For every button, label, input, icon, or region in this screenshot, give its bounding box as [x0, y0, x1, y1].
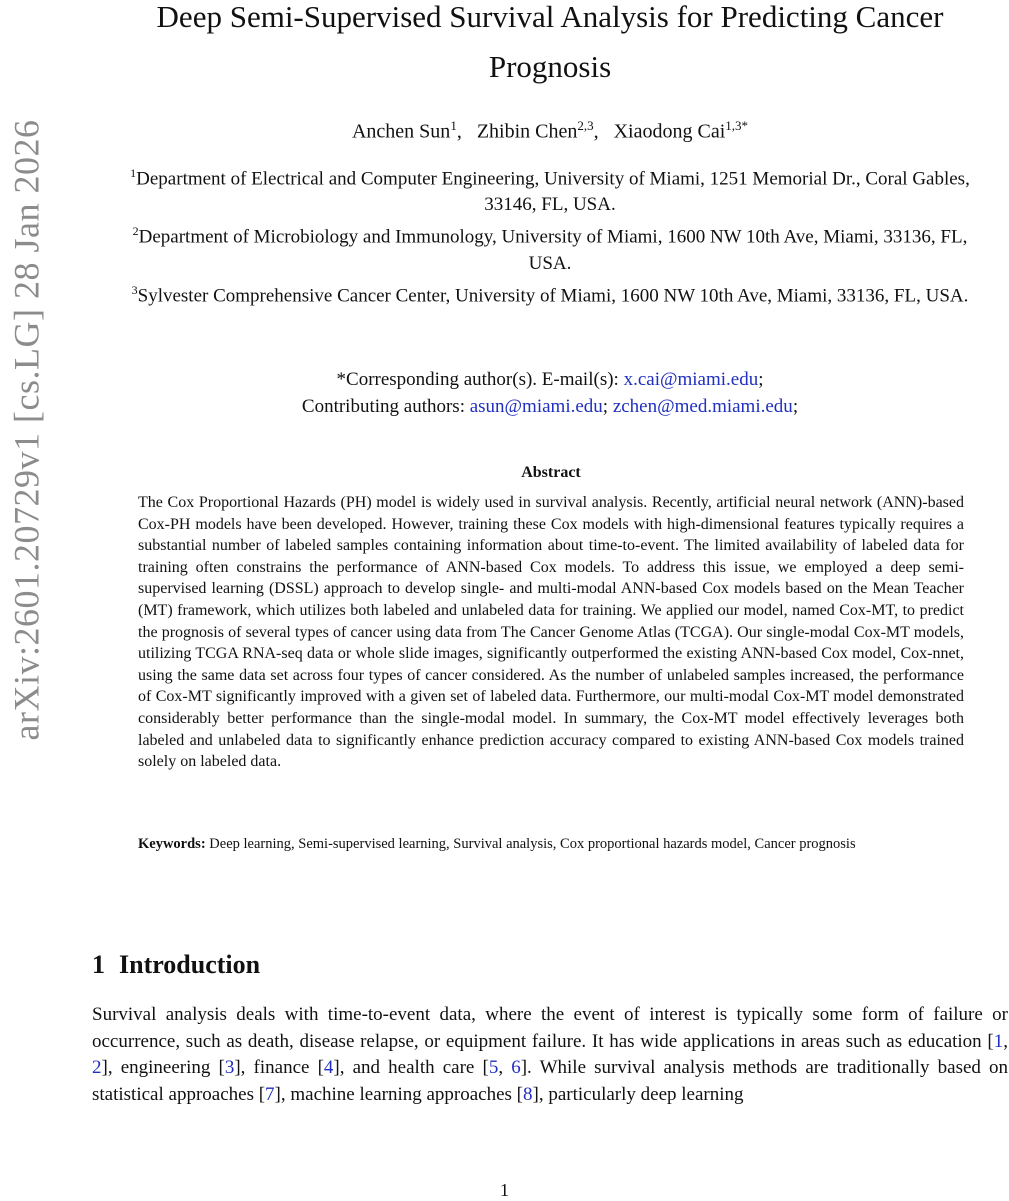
citation-link[interactable]: 7: [265, 1083, 275, 1105]
paper-title: Deep Semi-Supervised Survival Analysis for Predicting Cancer Prognosis: [156, 0, 944, 84]
keywords: [138, 834, 964, 854]
citation-link[interactable]: 3: [224, 1057, 235, 1078]
author-affil-mark: 1: [450, 118, 457, 133]
intro-text: ], machine learning approaches [: [274, 1083, 524, 1105]
intro-text: ], particularly deep learning: [532, 1083, 744, 1105]
section-title: Introduction: [119, 950, 261, 979]
intro-text: Survival analysis deals with time-to-event data, where the event of interest is typically some form of failure or occurrence, such as death, disease relapse, or equipment failure. It has wide applications in areas such as education [: [92, 1004, 1008, 1052]
separator: ;: [792, 396, 799, 417]
section-heading: [92, 950, 260, 980]
contributing-email-link[interactable]: zchen@med.miami.edu: [612, 396, 793, 417]
citation-link[interactable]: 2: [92, 1057, 102, 1078]
citation-link[interactable]: 6: [511, 1057, 521, 1078]
affiliation-mark: 2: [132, 224, 139, 239]
author-name: Xiaodong Cai: [613, 120, 726, 143]
section-number: 1: [92, 950, 105, 979]
contributing-email-link[interactable]: asun@miami.edu: [469, 396, 603, 417]
intro-text: ,: [498, 1057, 512, 1078]
corresponding-email-link[interactable]: x.cai@miami.edu: [623, 369, 759, 390]
contact-block: [120, 366, 980, 420]
intro-text: ,: [1003, 1030, 1008, 1052]
affiliation-mark: 3: [131, 282, 138, 297]
intro-text: ], engineering [: [101, 1057, 225, 1078]
separator: ;: [758, 369, 764, 390]
contributing-line: [120, 393, 980, 420]
author-affil-mark: 2,3: [577, 118, 594, 133]
citation-link[interactable]: 5: [488, 1057, 499, 1078]
abstract-heading: Abstract: [521, 464, 581, 481]
affiliation-text: Department of Microbiology and Immunology, University of Miami, 1600 NW 10th Ave, Miami, 33136, FL, USA.: [138, 226, 968, 274]
author-name: Anchen Sun: [351, 120, 451, 143]
affiliation: [118, 160, 982, 218]
corresponding-line: [120, 366, 980, 393]
keywords-label: Keywords:: [138, 836, 206, 852]
intro-text: ], and health care [: [333, 1057, 489, 1078]
affiliation-list: [118, 160, 982, 309]
corresponding-label: *Corresponding author(s). E-mail(s):: [336, 369, 619, 390]
affiliation: [118, 218, 982, 276]
affiliation-mark: 1: [130, 166, 137, 180]
arxiv-id: arXiv:2601.20729v1 [cs.LG] 28 Jan 2026: [6, 119, 47, 741]
affiliation-text: Sylvester Comprehensive Cancer Center, University of Miami, 1600 NW 10th Ave, Miami, 33136, FL, USA.: [137, 284, 969, 306]
author-name: Zhibin Chen: [476, 120, 578, 143]
abstract-body: The Cox Proportional Hazards (PH) model is widely used in survival analysis. Recently, artificial neural network (ANN)-based Cox-PH models have been developed. However, training these Cox models with high-dimensional features typically requires a substantial number of labeled samples containing information about time-to-event. The limited availability of labeled data for training often constrains the performance of ANN-based Cox models. To address this issue, we employed a deep semi-supervised learning (DSSL) approach to develop single- and multi-modal ANN-based Cox models based on the Mean Teacher (MT) framework, which utilizes both labeled and unlabeled data for training. We applied our model, named Cox-MT, to predict the prognosis of several types of cancer using data from The Cancer Genome Atlas (TCGA). Our single-modal Cox-MT models, utilizing TCGA RNA-seq data or whole slide images, significantly outperformed the existing ANN-based Cox model, Cox-nnet, using the same data set across four types of cancer considered. As the number of unlabeled samples increased, the performance of Cox-MT significantly improved with a given set of labeled data. Furthermore, our multi-modal Cox-MT model demonstrated considerably better performance than the single-modal model. In summary, the Cox-MT model effectively leverages both labeled and unlabeled data to significantly enhance prediction accuracy compared to existing ANN-based Cox models trained solely on labeled data.: [138, 494, 964, 771]
affiliation: [118, 277, 982, 309]
intro-paragraph: [92, 1002, 1008, 1108]
page-number: 1: [500, 1180, 509, 1200]
citation-link[interactable]: 8: [523, 1083, 533, 1105]
contributing-label: Contributing authors:: [301, 396, 465, 417]
arxiv-stamp: [0, 0, 52, 860]
citation-link[interactable]: 4: [323, 1057, 334, 1078]
keywords-text: Deep learning, Semi-supervised learning, Survival analysis, Cox proportional hazards model, Cancer prognosis: [209, 836, 856, 852]
intro-text: ]. While survival analysis methods are traditionally based on statistical approaches [: [92, 1057, 1009, 1105]
citation-link[interactable]: 1: [993, 1030, 1004, 1052]
author-list: Anchen Sun$^1$, Zhibin Chen$^{2,3}$, Xiaodong Cai$^{1,3*}$: [351, 118, 749, 143]
author-affil-mark: 1,3*: [725, 118, 749, 133]
affiliation-text: Department of Electrical and Computer Engineering, University of Miami, 1251 Memorial Dr., Coral Gables, 33146, FL, USA.: [136, 168, 970, 216]
separator: ;: [602, 396, 609, 417]
intro-text: ], finance [: [234, 1057, 324, 1078]
